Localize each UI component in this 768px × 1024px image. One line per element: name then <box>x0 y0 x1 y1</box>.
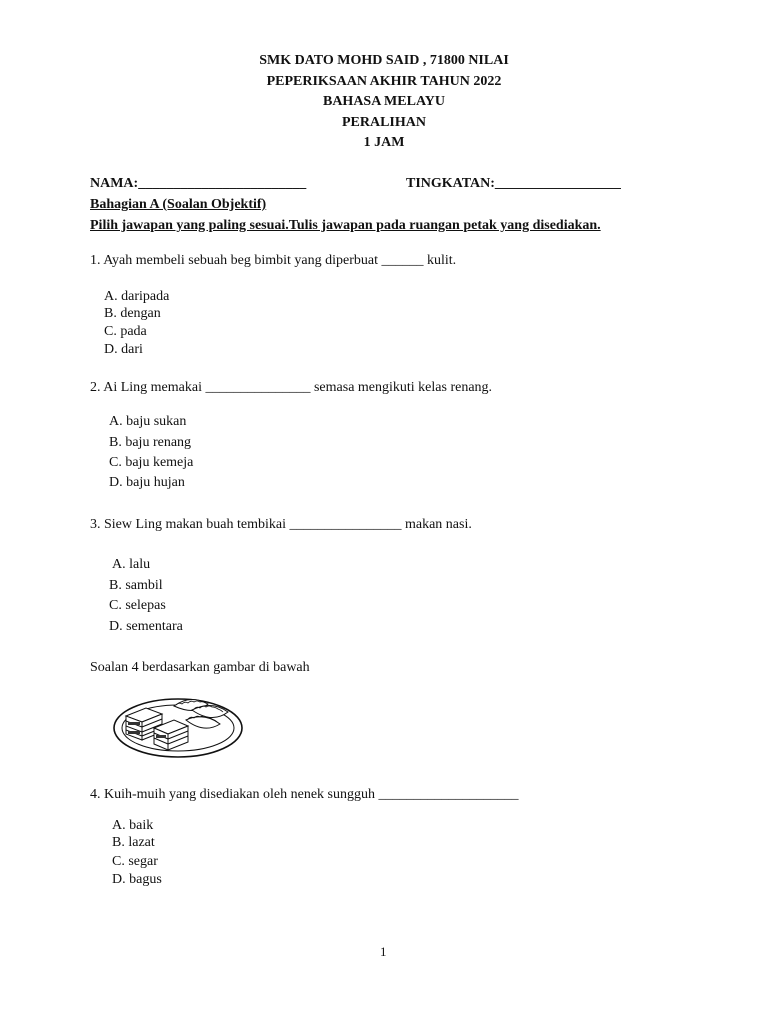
q1-option-a: A. daripada <box>104 289 170 304</box>
question-2: 2. Ai Ling memakai _______________ semasa mengikuti kelas renang. <box>90 380 493 395</box>
duration: 1 JAM <box>363 135 405 150</box>
q3-option-d: D. sementara <box>109 619 183 634</box>
q3-option-a: A. lalu <box>112 557 151 572</box>
q4-option-d: D. bagus <box>112 872 162 887</box>
kuih-plate-illustration <box>112 688 244 760</box>
page-number: 1 <box>380 944 387 959</box>
q3-option-b: B. sambil <box>109 578 163 593</box>
q3-option-c: C. selepas <box>109 598 166 613</box>
question-1: 1. Ayah membeli sebuah beg bimbit yang diperbuat ______ kulit. <box>90 253 457 268</box>
level: PERALIHAN <box>341 115 426 130</box>
q2-option-c: C. baju kemeja <box>109 455 194 470</box>
question-4: 4. Kuih-muih yang disediakan oleh nenek sungguh ____________________ <box>90 787 519 802</box>
q4-option-c: C. segar <box>112 854 158 869</box>
q1-option-b: B. dengan <box>104 306 161 321</box>
q2-option-a: A. baju sukan <box>109 414 187 429</box>
form-field: TINGKATAN:__________________ <box>406 176 621 191</box>
section-title: Bahagian A (Soalan Objektif) <box>90 197 267 212</box>
picture-caption: Soalan 4 berdasarkan gambar di bawah <box>90 660 310 675</box>
q4-option-b: B. lazat <box>112 835 155 850</box>
q2-option-d: D. baju hujan <box>109 475 185 490</box>
question-3: 3. Siew Ling makan buah tembikai ________________ makan nasi. <box>90 517 472 532</box>
q1-option-c: C. pada <box>104 324 147 339</box>
q4-option-a: A. baik <box>112 818 154 833</box>
q2-option-b: B. baju renang <box>109 435 192 450</box>
q1-option-d: D. dari <box>104 342 143 357</box>
subject: BAHASA MELAYU <box>322 94 445 109</box>
section-instruction: Pilih jawapan yang paling sesuai.Tulis jawapan pada ruangan petak yang disediakan. <box>90 218 601 233</box>
name-field: NAMA:________________________ <box>90 176 307 191</box>
exam-title: PEPERIKSAAN AKHIR TAHUN 2022 <box>266 74 502 89</box>
school-name: SMK DATO MOHD SAID , 71800 NILAI <box>259 53 509 68</box>
